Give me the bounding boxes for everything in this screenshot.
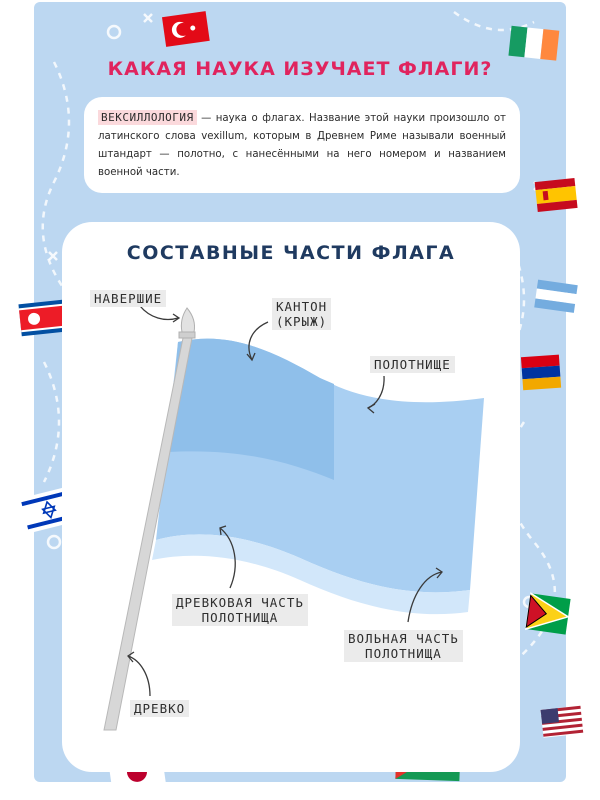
flag-parts-title: СОСТАВНЫЕ ЧАСТИ ФЛАГА xyxy=(126,242,456,264)
label-canton-line1: КАНТОН xyxy=(276,299,328,314)
label-hoist-line1: ДРЕВКОВАЯ ЧАСТЬ xyxy=(176,595,304,610)
label-finial: НАВЕРШИЕ xyxy=(90,290,166,307)
definition-body: — наука о флагах. Название этой науки произошло от латинского слова vexillum, которым в Древнем Риме называли военный штандарт — полотно, с нанесёнными на него номером и названием военной части. xyxy=(98,113,506,178)
label-field: ПОЛОТНИЩЕ xyxy=(370,356,455,373)
flag-finial xyxy=(181,308,194,332)
label-fly-line1: ВОЛЬНАЯ ЧАСТЬ xyxy=(348,631,459,646)
label-hoist-line2: ПОЛОТНИЩА xyxy=(201,610,279,625)
label-canton-line2: (КРЫЖ) xyxy=(276,314,328,329)
label-fly-line2: ПОЛОТНИЩА xyxy=(365,646,442,661)
label-hoist xyxy=(172,594,308,626)
page-title: КАКАЯ НАУКА ИЗУЧАЕТ ФЛАГИ? xyxy=(107,58,493,80)
label-canton xyxy=(272,298,331,330)
definition-term: ВЕКСИЛЛОЛОГИЯ xyxy=(98,110,197,125)
flag-finial-base xyxy=(179,332,195,338)
label-fly xyxy=(344,630,463,662)
label-staff: ДРЕВКО xyxy=(130,700,189,717)
